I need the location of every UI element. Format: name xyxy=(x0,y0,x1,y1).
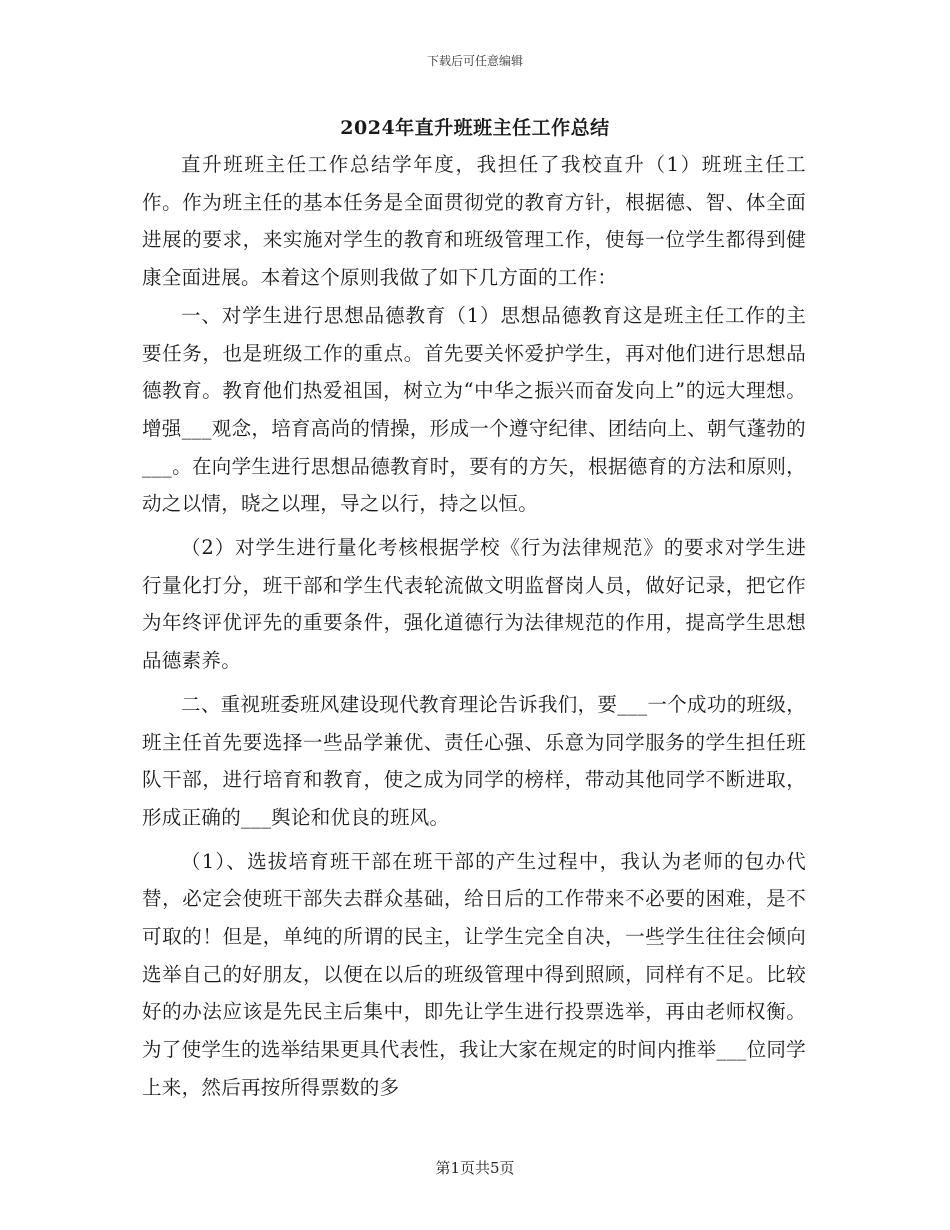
document-title: 2024年直升班班主任工作总结 xyxy=(340,117,610,139)
paragraph-cadre-selection: （1）、选拔培育班干部在班干部的产生过程中，我认为老师的包办代替，必定会使班干部失去群众基础，给日后的工作带来不必要的困难，是不可取的！但是，单纯的所谓的民主，让学生完全自决，一些学生往往会倾向选举自己的好朋友，以便在以后的班级管理中得到照顾，同样有不足。比较好的办法应该是先民主后集中，即先让学生进行投票选举，再由老师权衡。为了使学生的选举结果更具代表性，我让大家在规定的时间内推举___位同学上来，然后再按所得票数的多 xyxy=(142,849,806,1099)
paragraph-intro: 直升班班主任工作总结学年度，我担任了我校直升（1）班班主任工作。作为班主任的基本任务是全面贯彻党的教育方针，根据德、智、体全面进展的要求，来实施对学生的教育和班级管理工作，使每一位学生都得到健康全面进展。本着这个原则我做了如下几方面的工作： xyxy=(142,153,806,290)
header-note: 下载后可任意编辑 xyxy=(426,54,523,68)
document-body xyxy=(142,146,806,1107)
paragraph-section-two: 二、重视班委班风建设现代教育理论告诉我们，要___一个成功的班级，班主任首先要选择一些品学兼优、责任心强、乐意为同学服务的学生担任班队干部，进行培育和教育，使之成为同学的榜样，带动其他同学不断进取，形成正确的___舆论和优良的班风。 xyxy=(142,692,806,829)
paragraph-quantitative-assessment: （2）对学生进行量化考核根据学校《行为法律规范》的要求对学生进行量化打分，班干部和学生代表轮流做文明监督岗人员，做好记录，把它作为年终评优评先的重要条件，强化道德行为法律规范的作用，提高学生思想品德素养。 xyxy=(142,536,806,673)
page-number: 第1页共5页 xyxy=(435,1159,515,1177)
paragraph-section-one: 一、对学生进行思想品德教育（1）思想品德教育这是班主任工作的主要任务，也是班级工作的重点。首先要关怀爱护学生，再对他们进行思想品德教育。教育他们热爱祖国，树立为“中华之振兴而奋发向上”的远大理想。增强___观念，培育高尚的情操，形成一个遵守纪律、团结向上、朝气蓬勃的___。在向学生进行思想品德教育时，要有的方矢，根据德育的方法和原则，动之以情，晓之以理，导之以行，持之以恒。 xyxy=(142,303,806,516)
